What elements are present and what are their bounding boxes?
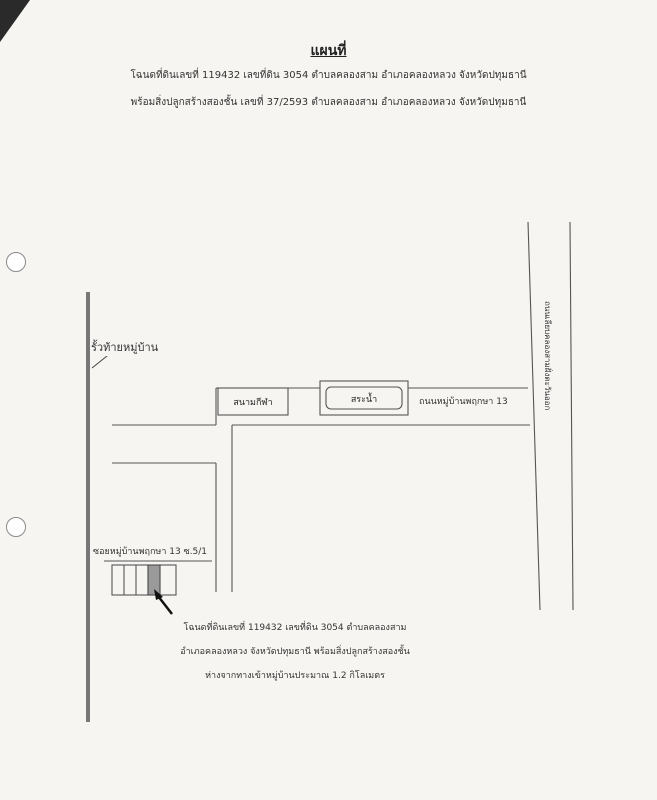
caption-line-3: ห่างจากทางเข้าหมู่บ้านประมาณ 1.2 กิโลเมตร (205, 671, 385, 681)
canal-road-right-edge (570, 222, 573, 610)
stadium-label: สนามกีฬา (233, 398, 273, 408)
canal-road-label (541, 301, 553, 435)
plot-row (112, 565, 176, 595)
pool-label: สระน้ำ (350, 395, 378, 405)
deed-description-line-2: พร้อมสิ่งปลูกสร้างสองชั้น เลขที่ 37/2593 ตำบลคลองสาม อำเภอคลองหลวง จังหวัดปทุมธานี (130, 97, 527, 108)
canal-road-left-edge (528, 222, 540, 610)
page-title: แผนที่ (310, 43, 347, 59)
highlighted-plot (148, 565, 160, 595)
pointer-arrow (158, 596, 172, 614)
main-road-label: ถนนหมู่บ้านพฤกษา 13 (418, 394, 509, 408)
fence-label: รั้วท้ายหมู่บ้าน (90, 338, 159, 356)
soi-label: ซอยหมู่บ้านพฤกษา 13 ซ.5/1 (92, 544, 208, 558)
caption-line-1: โฉนดที่ดินเลขที่ 119432 เลขที่ดิน 3054 ตำบลคลองสาม (183, 623, 407, 633)
deed-description-line-1: โฉนดที่ดินเลขที่ 119432 เลขที่ดิน 3054 ตำบลคลองสาม อำเภอคลองหลวง จังหวัดปทุมธานี (130, 70, 527, 81)
canal-road-label-text: ถนนเลียบคลองสามฝั่งตะวันออก (543, 301, 552, 411)
caption-line-2: อำเภอคลองหลวง จังหวัดปทุมธานี พร้อมสิ่งปลูกสร้างสองชั้น (180, 647, 410, 657)
